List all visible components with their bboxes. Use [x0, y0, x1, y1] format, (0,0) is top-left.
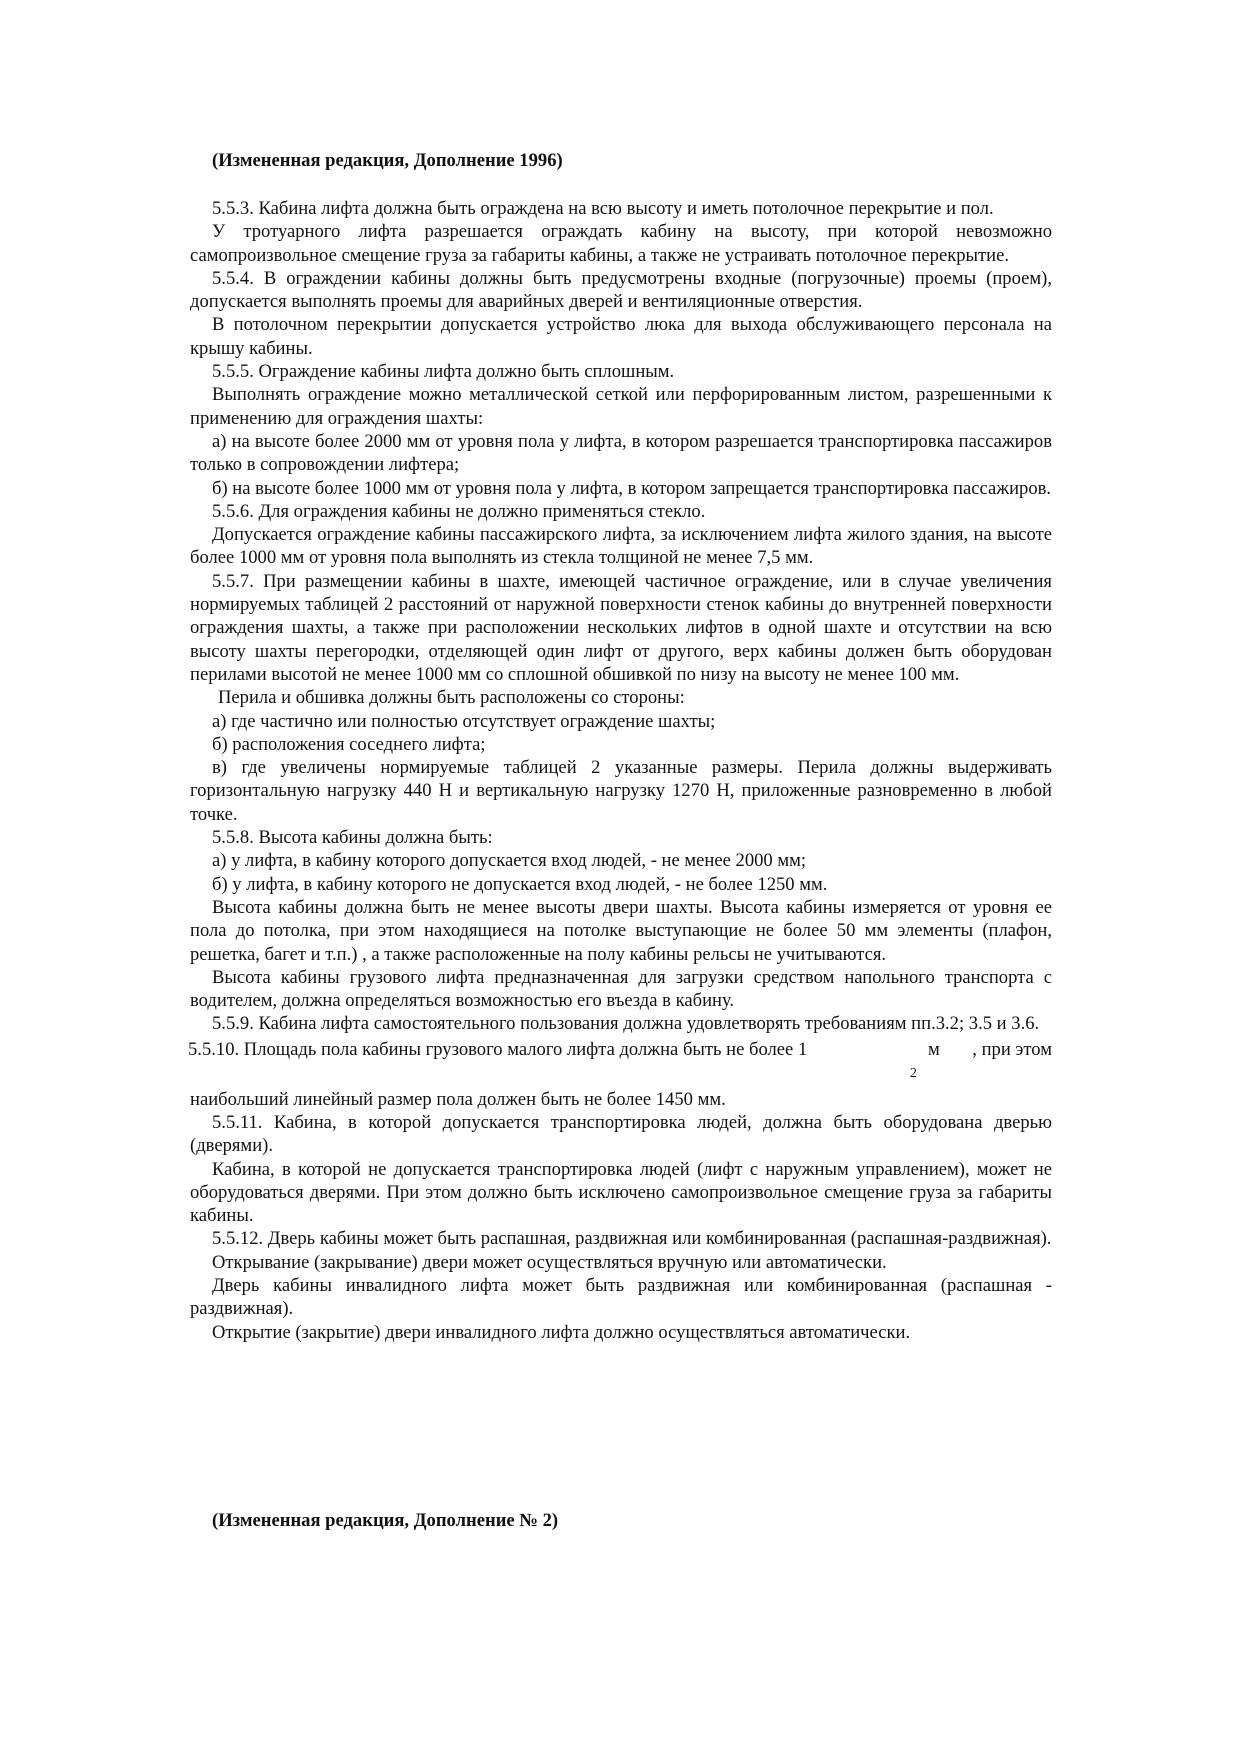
paragraph: Кабина, в которой не допускается транспортировка людей (лифт с наружным управлением), может не оборудоваться дверями. При этом должно быть исключено самопроизвольное смещение груза за габариты кабины.	[190, 1158, 1052, 1227]
paragraph-5-5-5: 5.5.5. Ограждение кабины лифта должно быть сплошным.	[212, 361, 675, 383]
paragraph-5-5-10	[190, 1038, 1052, 1088]
list-item: а) у лифта, в кабину которого допускается вход людей, - не менее 2000 мм;	[212, 850, 807, 872]
list-item: а) на высоте более 2000 мм от уровня пола у лифта, в котором разрешается транспортировка пассажиров только в сопровождении лифтера;	[190, 430, 1052, 476]
paragraph: Открытие (закрытие) двери инвалидного лифта должно осуществляться автоматически.	[212, 1321, 911, 1343]
area-exponent: 2	[910, 1065, 917, 1081]
paragraph: Высота кабины должна быть не менее высоты двери шахты. Высота кабины измеряется от уровня ее пола до потолка, при этом находящиеся на потолке выступающие не более 50 мм элементы (плафон, решетка, багет и т.п.) , а также расположенные на полу кабины рельсы не учитываются.	[190, 896, 1052, 965]
paragraph-5-5-12: 5.5.12. Дверь кабины может быть распашная, раздвижная или комбинированная (распашная-раздвижная).	[212, 1228, 1052, 1250]
list-item: б) на высоте более 1000 мм от уровня пола у лифта, в котором запрещается транспортировка пассажиров.	[212, 477, 1052, 499]
document-body	[190, 197, 1052, 1344]
paragraph-5-5-11: 5.5.11. Кабина, в которой допускается транспортировка людей, должна быть оборудована дверью (дверями).	[190, 1111, 1052, 1157]
paragraph: Дверь кабины инвалидного лифта может быть раздвижная или комбинированная (распашная - раздвижная).	[190, 1275, 1052, 1320]
area-unit: м	[928, 1038, 940, 1060]
paragraph: Выполнять ограждение можно металлической сеткой или перфорированным листом, разрешенными к применению для ограждения шахты:	[190, 384, 1052, 429]
paragraph-5-5-4: 5.5.4. В ограждении кабины должны быть предусмотрены входные (погрузочные) проемы (проем), допускается выполнять проемы для аварийных дверей и вентиляционные отверстия.	[190, 267, 1052, 313]
paragraph-5-5-3: 5.5.3. Кабина лифта должна быть ограждена на всю высоту и иметь потолочное перекрытие и пол.	[212, 198, 994, 219]
list-item: б) расположения соседнего лифта;	[212, 733, 486, 755]
paragraph-5-5-7: 5.5.7. При размещении кабины в шахте, имеющей частичное ограждение, или в случае увеличения нормируемых таблицей 2 расстояний от наружной поверхности стенок кабины до внутренней поверхности ограждения шахты, а также при расположении нескольких лифтов в одной шахте и отсутствии на всю высоту шахты перегородки, отделяющей один лифт от другого, верх кабины должен быть оборудован перилами высотой не менее 1000 мм со сплошной обшивкой по низу на высоту не менее 100 мм.	[190, 570, 1052, 685]
amendment-note-top: (Измененная редакция, Дополнение 1996)	[212, 150, 563, 171]
paragraph-5-5-6: 5.5.6. Для ограждения кабины не должно применяться стекло.	[212, 500, 706, 522]
paragraph: Перила и обшивка должны быть расположены со стороны:	[218, 687, 685, 709]
area-text: 5.5.10. Площадь пола кабины грузового малого лифта должна быть не более 1	[188, 1038, 808, 1060]
paragraph: В потолочном перекрытии допускается устройство люка для выхода обслуживающего персонала на крышу кабины.	[190, 314, 1052, 359]
list-item: а) где частично или полностью отсутствует ограждение шахты;	[212, 710, 716, 732]
paragraph: У тротуарного лифта разрешается ограждать кабину на высоту, при которой невозможно самопроизвольное смещение груза за габариты кабины, а также не устраивать потолочное перекрытие.	[190, 221, 1052, 266]
paragraph: Допускается ограждение кабины пассажирского лифта, за исключением лифта жилого здания, на высоте более 1000 мм от уровня пола выполнять из стекла толщиной не менее 7,5 мм.	[190, 524, 1052, 569]
paragraph: Открывание (закрывание) двери может осуществляться вручную или автоматически.	[212, 1251, 887, 1273]
amendment-note-bottom: (Измененная редакция, Дополнение № 2)	[212, 1510, 559, 1531]
paragraph: наибольший линейный размер пола должен быть не более 1450 мм.	[190, 1088, 726, 1110]
list-item: б) у лифта, в кабину которого не допускается вход людей, - не более 1250 мм.	[212, 873, 828, 895]
list-item: в) где увеличены нормируемые таблицей 2 указанные размеры. Перила должны выдерживать горизонтальную нагрузку 440 Н и вертикальную нагрузку 1270 Н, приложенные разновременно в любой точке.	[190, 757, 1052, 825]
paragraph: Высота кабины грузового лифта предназначенная для загрузки средством напольного транспорта с водителем, должна определяться возможностью его въезда в кабину.	[190, 966, 1052, 1012]
area-text-end: , при этом	[972, 1038, 1052, 1060]
paragraph-5-5-9: 5.5.9. Кабина лифта самостоятельного пользования должна удовлетворять требованиям пп.3.2; 3.5 и 3.6.	[212, 1013, 1040, 1035]
paragraph-5-5-8: 5.5.8. Высота кабины должна быть:	[212, 827, 493, 849]
